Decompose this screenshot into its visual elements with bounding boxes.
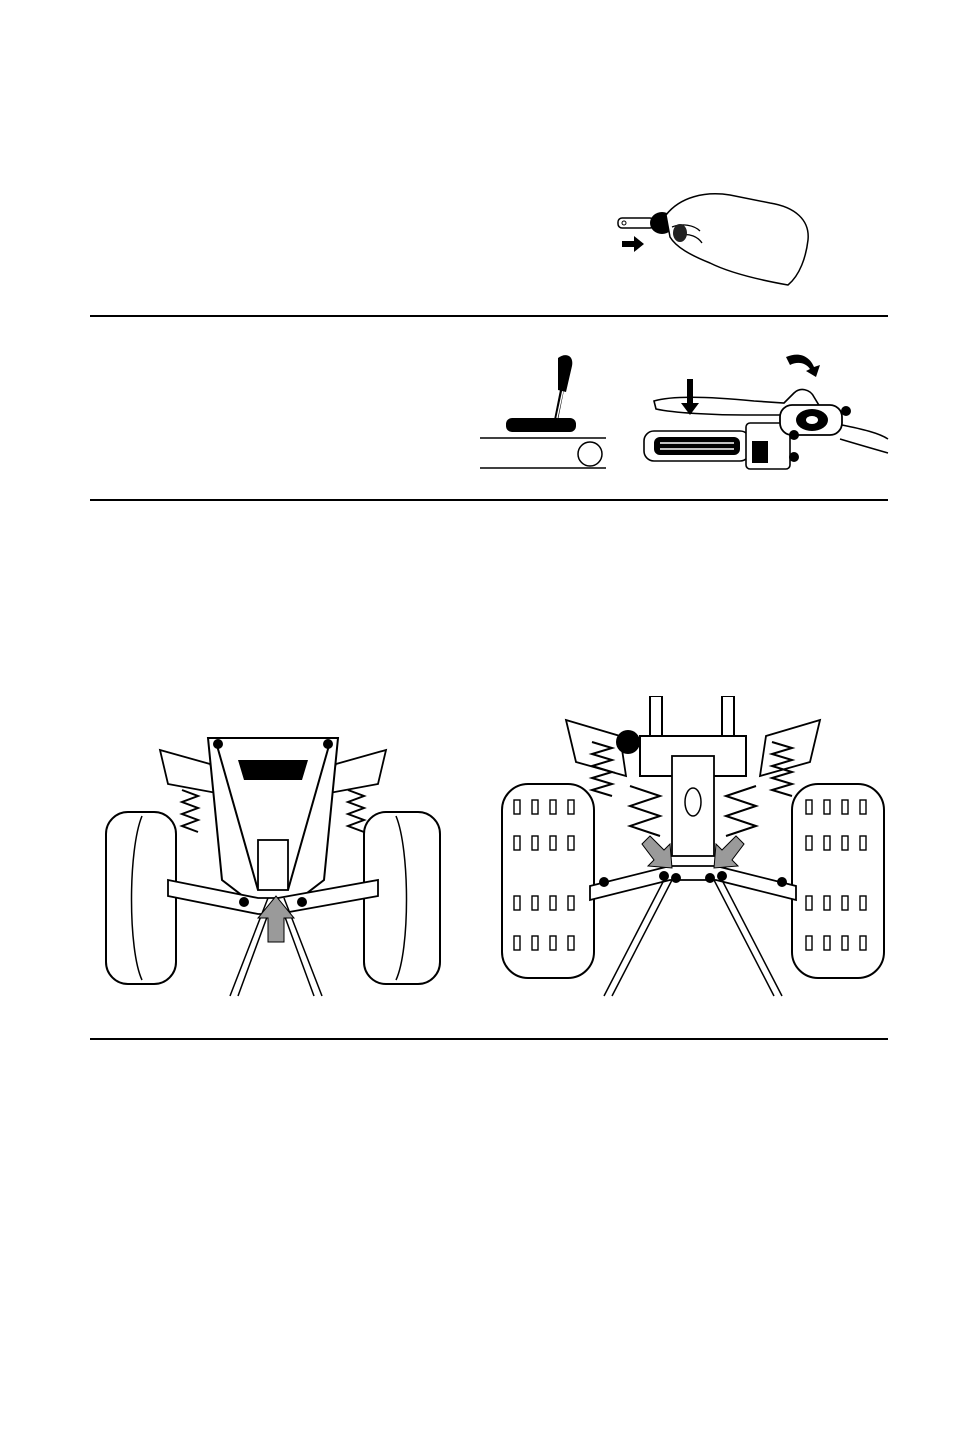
- atv-rear-view-icon: [502, 696, 884, 996]
- gear-shift-lever-icon: [506, 355, 576, 432]
- gear-shift-illustration: [478, 350, 608, 472]
- section-divider: [90, 1038, 888, 1040]
- atv-front-view-illustration: [98, 730, 448, 998]
- section-divider: [90, 315, 888, 317]
- section-divider: [90, 499, 888, 501]
- hand-icon: [666, 194, 808, 285]
- arrow-curved-icon: [786, 355, 820, 377]
- key-insert-illustration: [610, 185, 820, 295]
- atv-front-view-icon: [106, 738, 440, 996]
- brake-lever-icon: [644, 390, 888, 469]
- atv-rear-view-illustration: [500, 696, 886, 998]
- arrow-right-icon: [622, 236, 644, 252]
- brake-lever-illustration: [634, 345, 890, 479]
